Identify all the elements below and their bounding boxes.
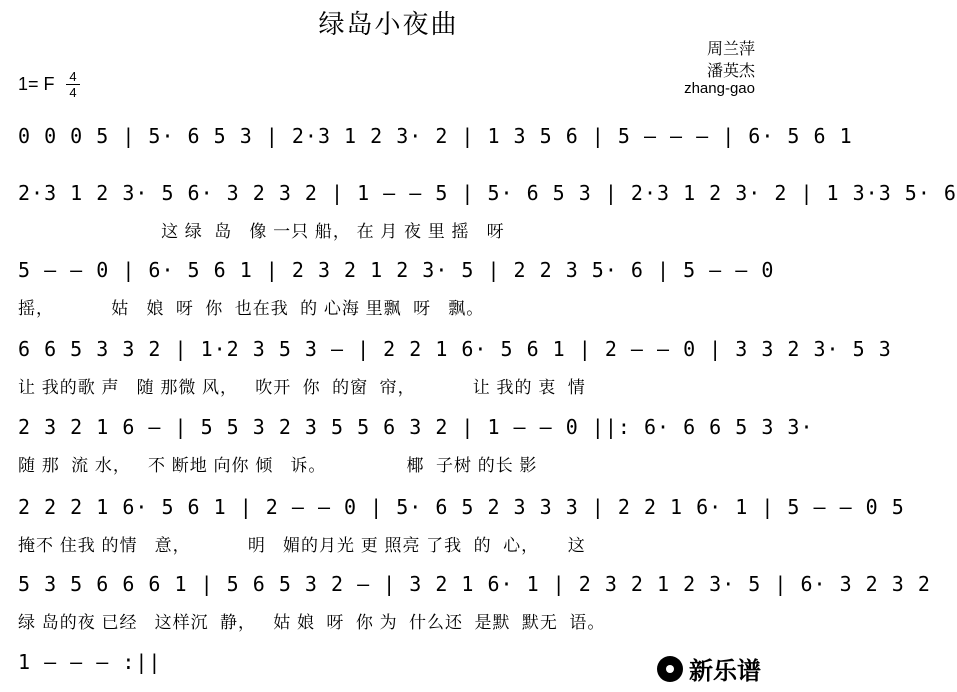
time-signature-bottom: 4 xyxy=(69,85,77,100)
lyrics-line: 掩不 住我 的情 意， 明 媚的月光 更 照亮 了我 的 心， 这 xyxy=(18,536,586,555)
time-signature xyxy=(66,70,80,99)
lyrics-line: 绿 岛的夜 已经 这样沉 静， 姑 娘 呀 你 为 什么还 是默 默无 语。 xyxy=(18,613,606,632)
composer-credit: 潘英杰 xyxy=(706,63,755,80)
notes-line: 0 0 0 5 | 5· 6 5 3 | 2·3 1 2 3· 2 | 1 3 5 6 | 5 — — — | 6· 5 6 1 xyxy=(18,124,853,148)
song-title: 绿岛小夜曲 xyxy=(318,9,459,39)
time-signature-top: 4 xyxy=(69,69,77,84)
lyrics-line: 这 绿 岛 像 一只 船， 在 月 夜 里 摇 呀 xyxy=(18,222,505,241)
music-disc-icon xyxy=(657,656,683,682)
lyrics-line: 让 我的歌 声 随 那微 风， 吹开 你 的窗 帘， 让 我的 衷 情 xyxy=(18,378,586,397)
key-signature: 1= F xyxy=(18,74,55,94)
lyrics-line: 摇， 姑 娘 呀 你 也在我 的 心海 里飘 呀 飘。 xyxy=(18,299,485,318)
transcriber-credit: zhang-gao xyxy=(684,80,755,97)
lyrics-line: 随 那 流 水， 不 断地 向你 倾 诉。 椰 子树 的长 影 xyxy=(18,456,538,475)
notes-line: 2·3 1 2 3· 5 6· 3 2 3 2 | 1 — — 5 | 5· 6 5 3 | 2·3 1 2 3· 2 | 1 3·3 5· 6 xyxy=(18,181,957,205)
notes-line: 2 3 2 1 6 — | 5 5 3 2 3 5 5 6 3 2 | 1 — — 0 ||: 6· 6 6 5 3 3· xyxy=(18,415,814,439)
notes-line: 6 6 5 3 3 2 | 1·2 3 5 3 — | 2 2 1 6· 5 6 1 | 2 — — 0 | 3 3 2 3· 5 3 xyxy=(18,337,892,361)
notes-line: 1 — — — :|| xyxy=(18,650,162,674)
score-row-5 xyxy=(0,415,814,507)
lyricist-credit: 周兰萍 xyxy=(706,41,755,58)
notes-line: 5 — — 0 | 6· 5 6 1 | 2 3 2 1 2 3· 5 | 2 2 3 5· 6 | 5 — — 0 xyxy=(18,258,775,282)
site-logo: 新乐谱 xyxy=(657,651,761,686)
notes-line: 2 2 2 1 6· 5 6 1 | 2 — — 0 | 5· 6 5 2 3 3 3 | 2 2 1 6· 1 | 5 — — 0 5 xyxy=(18,495,905,519)
notes-line: 5 3 5 6 6 6 1 | 5 6 5 3 2 — | 3 2 1 6· 1 | 2 3 2 1 2 3· 5 | 6· 3 2 3 2 xyxy=(18,572,931,596)
